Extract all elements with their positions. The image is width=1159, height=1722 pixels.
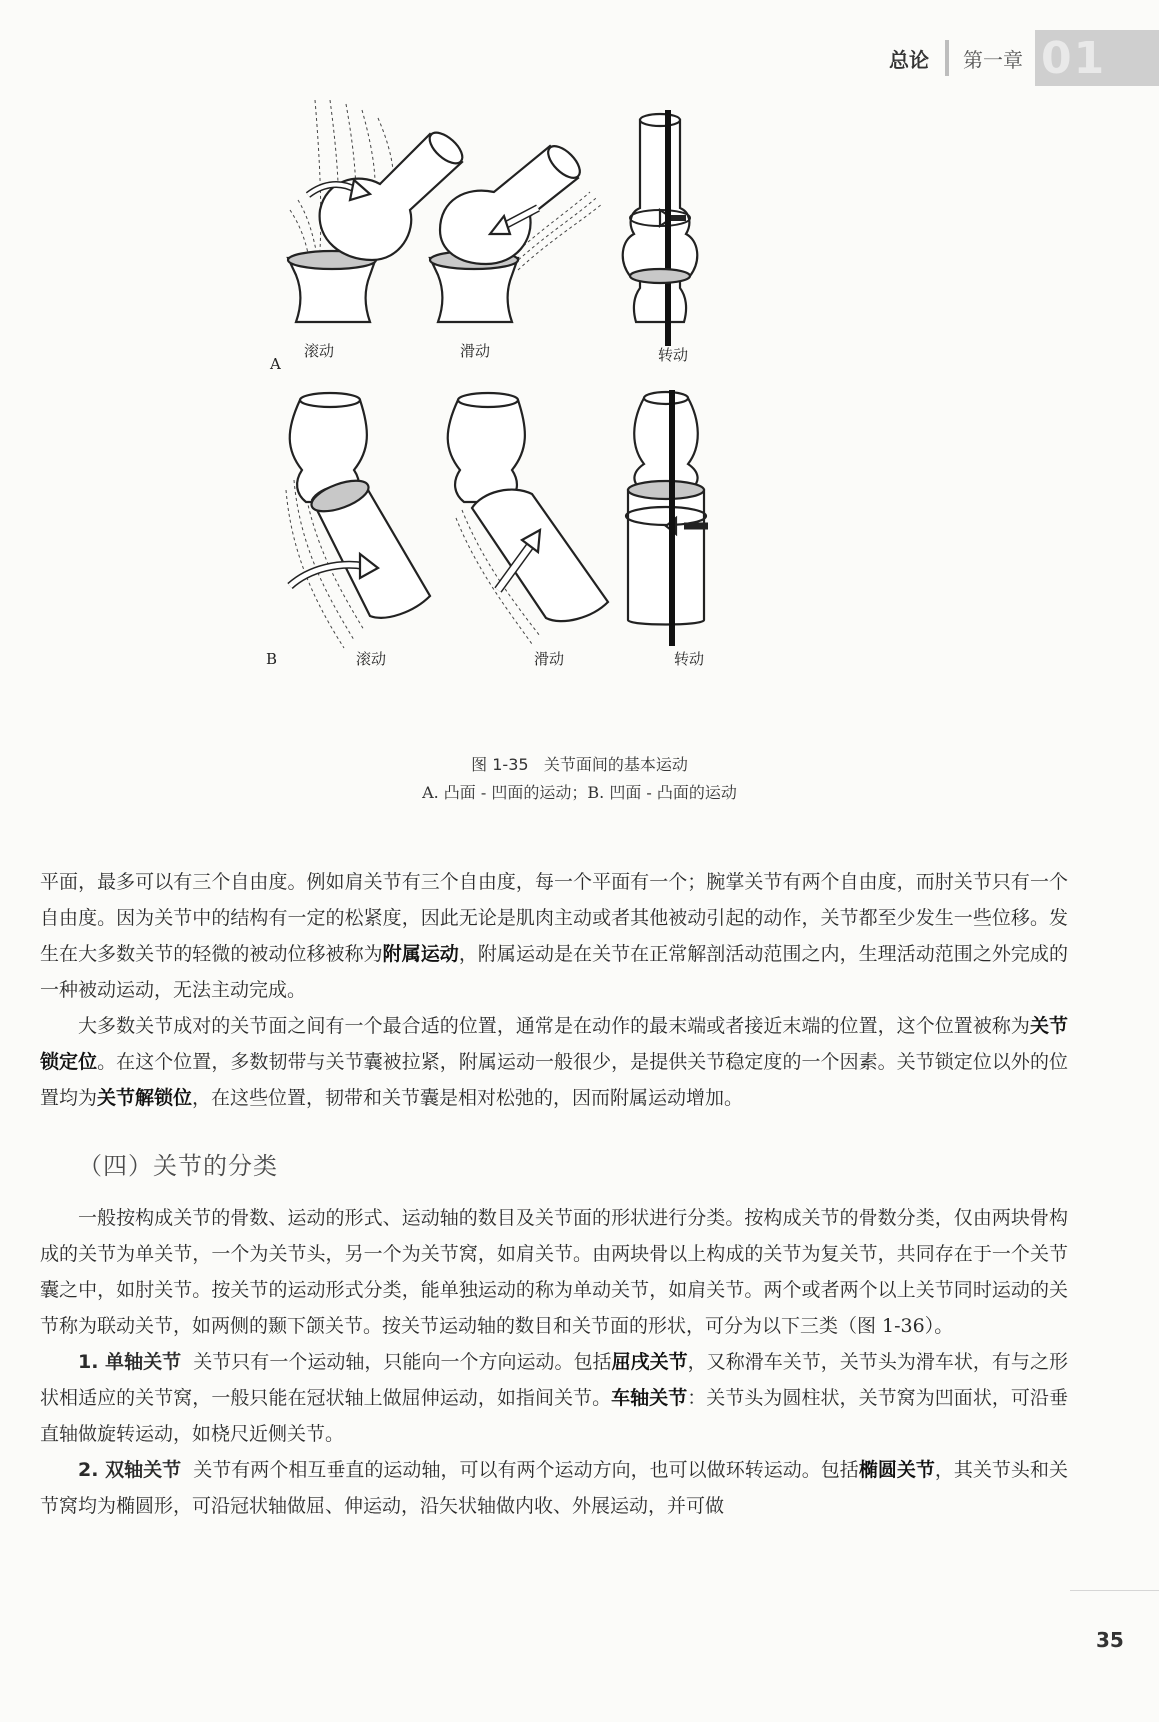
running-head — [889, 30, 1159, 86]
panel-a-sliding-label: 滑动 — [460, 342, 491, 360]
paragraph-2-text-b: 。在这个位置，多数韧带与关节囊被拉紧，附属运动一般很少，是提供关节稳定度的一个因素。关节锁定位以外的位置均为 — [40, 1051, 1068, 1109]
term-close-packed-position: 关节锁定位 — [40, 1015, 1068, 1073]
panel-a-label: A — [270, 355, 281, 373]
panel-b-rolling-label: 滚动 — [356, 650, 387, 668]
term-pivot-joint: 车轴关节 — [611, 1387, 688, 1409]
body-text-upper — [40, 864, 1068, 1116]
paragraph-5-text-b: ，其关节头和关节窝均为椭圆形，可沿冠状轴做屈、伸运动，沿矢状轴做内收、外展运动，并可做 — [40, 1459, 1068, 1517]
section-title: （四）关节的分类 — [78, 1152, 278, 1180]
panel-a-spinning-label: 转动 — [658, 346, 689, 364]
paragraph-3: 一般按构成关节的骨数、运动的形式、运动轴的数目及关节面的形状进行分类。按构成关节的骨数分类，仅由两块骨构成的关节为单关节，一个为关节头，另一个为关节窝，如肩关节。由两块骨以上构成的关节为复关节，共同存在于一个关节囊之中，如肘关节。按关节的运动形式分类，能单独运动的称为单动关节，如肩关节。两个或者两个以上关节同时运动的关节称为联动关节，如两侧的颞下颌关节。按关节运动轴的数目和关节面的形状，可分为以下三类（图 1-36）。 — [40, 1207, 1068, 1337]
running-head-section: 总论 — [889, 47, 929, 72]
panel-b-spinning-label: 转动 — [674, 650, 705, 668]
panel-b-spinning-drawing — [626, 390, 708, 646]
paragraph-4-text-a: 关节只有一个运动轴，只能向一个方向运动。包括 — [193, 1351, 612, 1373]
paragraph-2 — [40, 1008, 1068, 1116]
figure-caption-title: 关节面间的基本运动 — [543, 755, 688, 774]
term-accessory-movement: 附属运动 — [382, 943, 459, 965]
term-hinge-joint: 屈戌关节 — [611, 1351, 688, 1373]
page-number: 35 — [1096, 1628, 1124, 1652]
running-head-chapter: 第一章 — [963, 47, 1023, 72]
panel-a-spinning-drawing — [623, 110, 697, 346]
paragraph-4-text-c: ：关节头为圆柱状，关节窝为凹面状，可沿垂直轴做旋转运动，如桡尺近侧关节。 — [40, 1387, 1068, 1445]
figure-caption — [0, 752, 1159, 775]
figure-1-35 — [266, 100, 840, 740]
paragraph-1-text: 平面，最多可以有三个自由度。例如肩关节有三个自由度，每一个平面有一个；腕掌关节有两个自由度，而肘关节只有一个自由度。因为关节中的结构有一定的松紧度，因此无论是肌肉主动或者其他被动引起的动作，关节都至少发生一些位移。发生在大多数关节的轻微的被动位移被称为 — [40, 871, 1068, 965]
subheading-uniaxial: 1. 单轴关节 — [78, 1351, 182, 1373]
footer-rule — [1070, 1590, 1159, 1591]
paragraph-2-text-a: 大多数关节成对的关节面之间有一个最合适的位置，通常是在动作的最末端或者接近末端的位置，这个位置被称为 — [78, 1015, 1030, 1037]
panel-a-rolling-label: 滚动 — [304, 342, 335, 360]
figure-caption-subtitle: A. 凸面 - 凹面的运动；B. 凹面 - 凸面的运动 — [422, 783, 737, 802]
term-loose-packed-position: 关节解锁位 — [97, 1087, 193, 1109]
chapter-number-badge: 01 — [1035, 30, 1159, 86]
joint-movement-illustration — [280, 100, 840, 740]
paragraph-4-text-b: ，又称滑车关节，关节头为滑车状，有与之形状相适应的关节窝，一般只能在冠状轴上做屈伸运动，如指间关节。 — [40, 1351, 1068, 1409]
running-head-divider — [945, 40, 949, 76]
panel-b-sliding-label: 滑动 — [534, 650, 565, 668]
panel-b-rolling-drawing — [286, 393, 430, 648]
paragraph-1 — [40, 864, 1068, 1008]
paragraph-5 — [40, 1452, 1068, 1524]
subheading-biaxial: 2. 双轴关节 — [78, 1459, 182, 1481]
panel-b-label: B — [266, 650, 278, 668]
paragraph-5-text-a: 关节有两个相互垂直的运动轴，可以有两个运动方向，也可以做环转运动。包括 — [193, 1459, 859, 1481]
paragraph-4 — [40, 1344, 1068, 1452]
panel-b-sliding-drawing — [448, 393, 608, 644]
paragraph-1-tail: ，附属运动是在关节在正常解剖活动范围之内，生理活动范围之外完成的一种被动运动，无法主动完成。 — [40, 943, 1068, 1001]
paragraph-2-text-c: ，在这些位置，韧带和关节囊是相对松弛的，因而附属运动增加。 — [192, 1087, 744, 1109]
figure-caption-number: 图 1-35 — [471, 755, 529, 774]
term-ellipsoid-joint: 椭圆关节 — [858, 1459, 935, 1481]
body-text-lower — [40, 1200, 1068, 1524]
